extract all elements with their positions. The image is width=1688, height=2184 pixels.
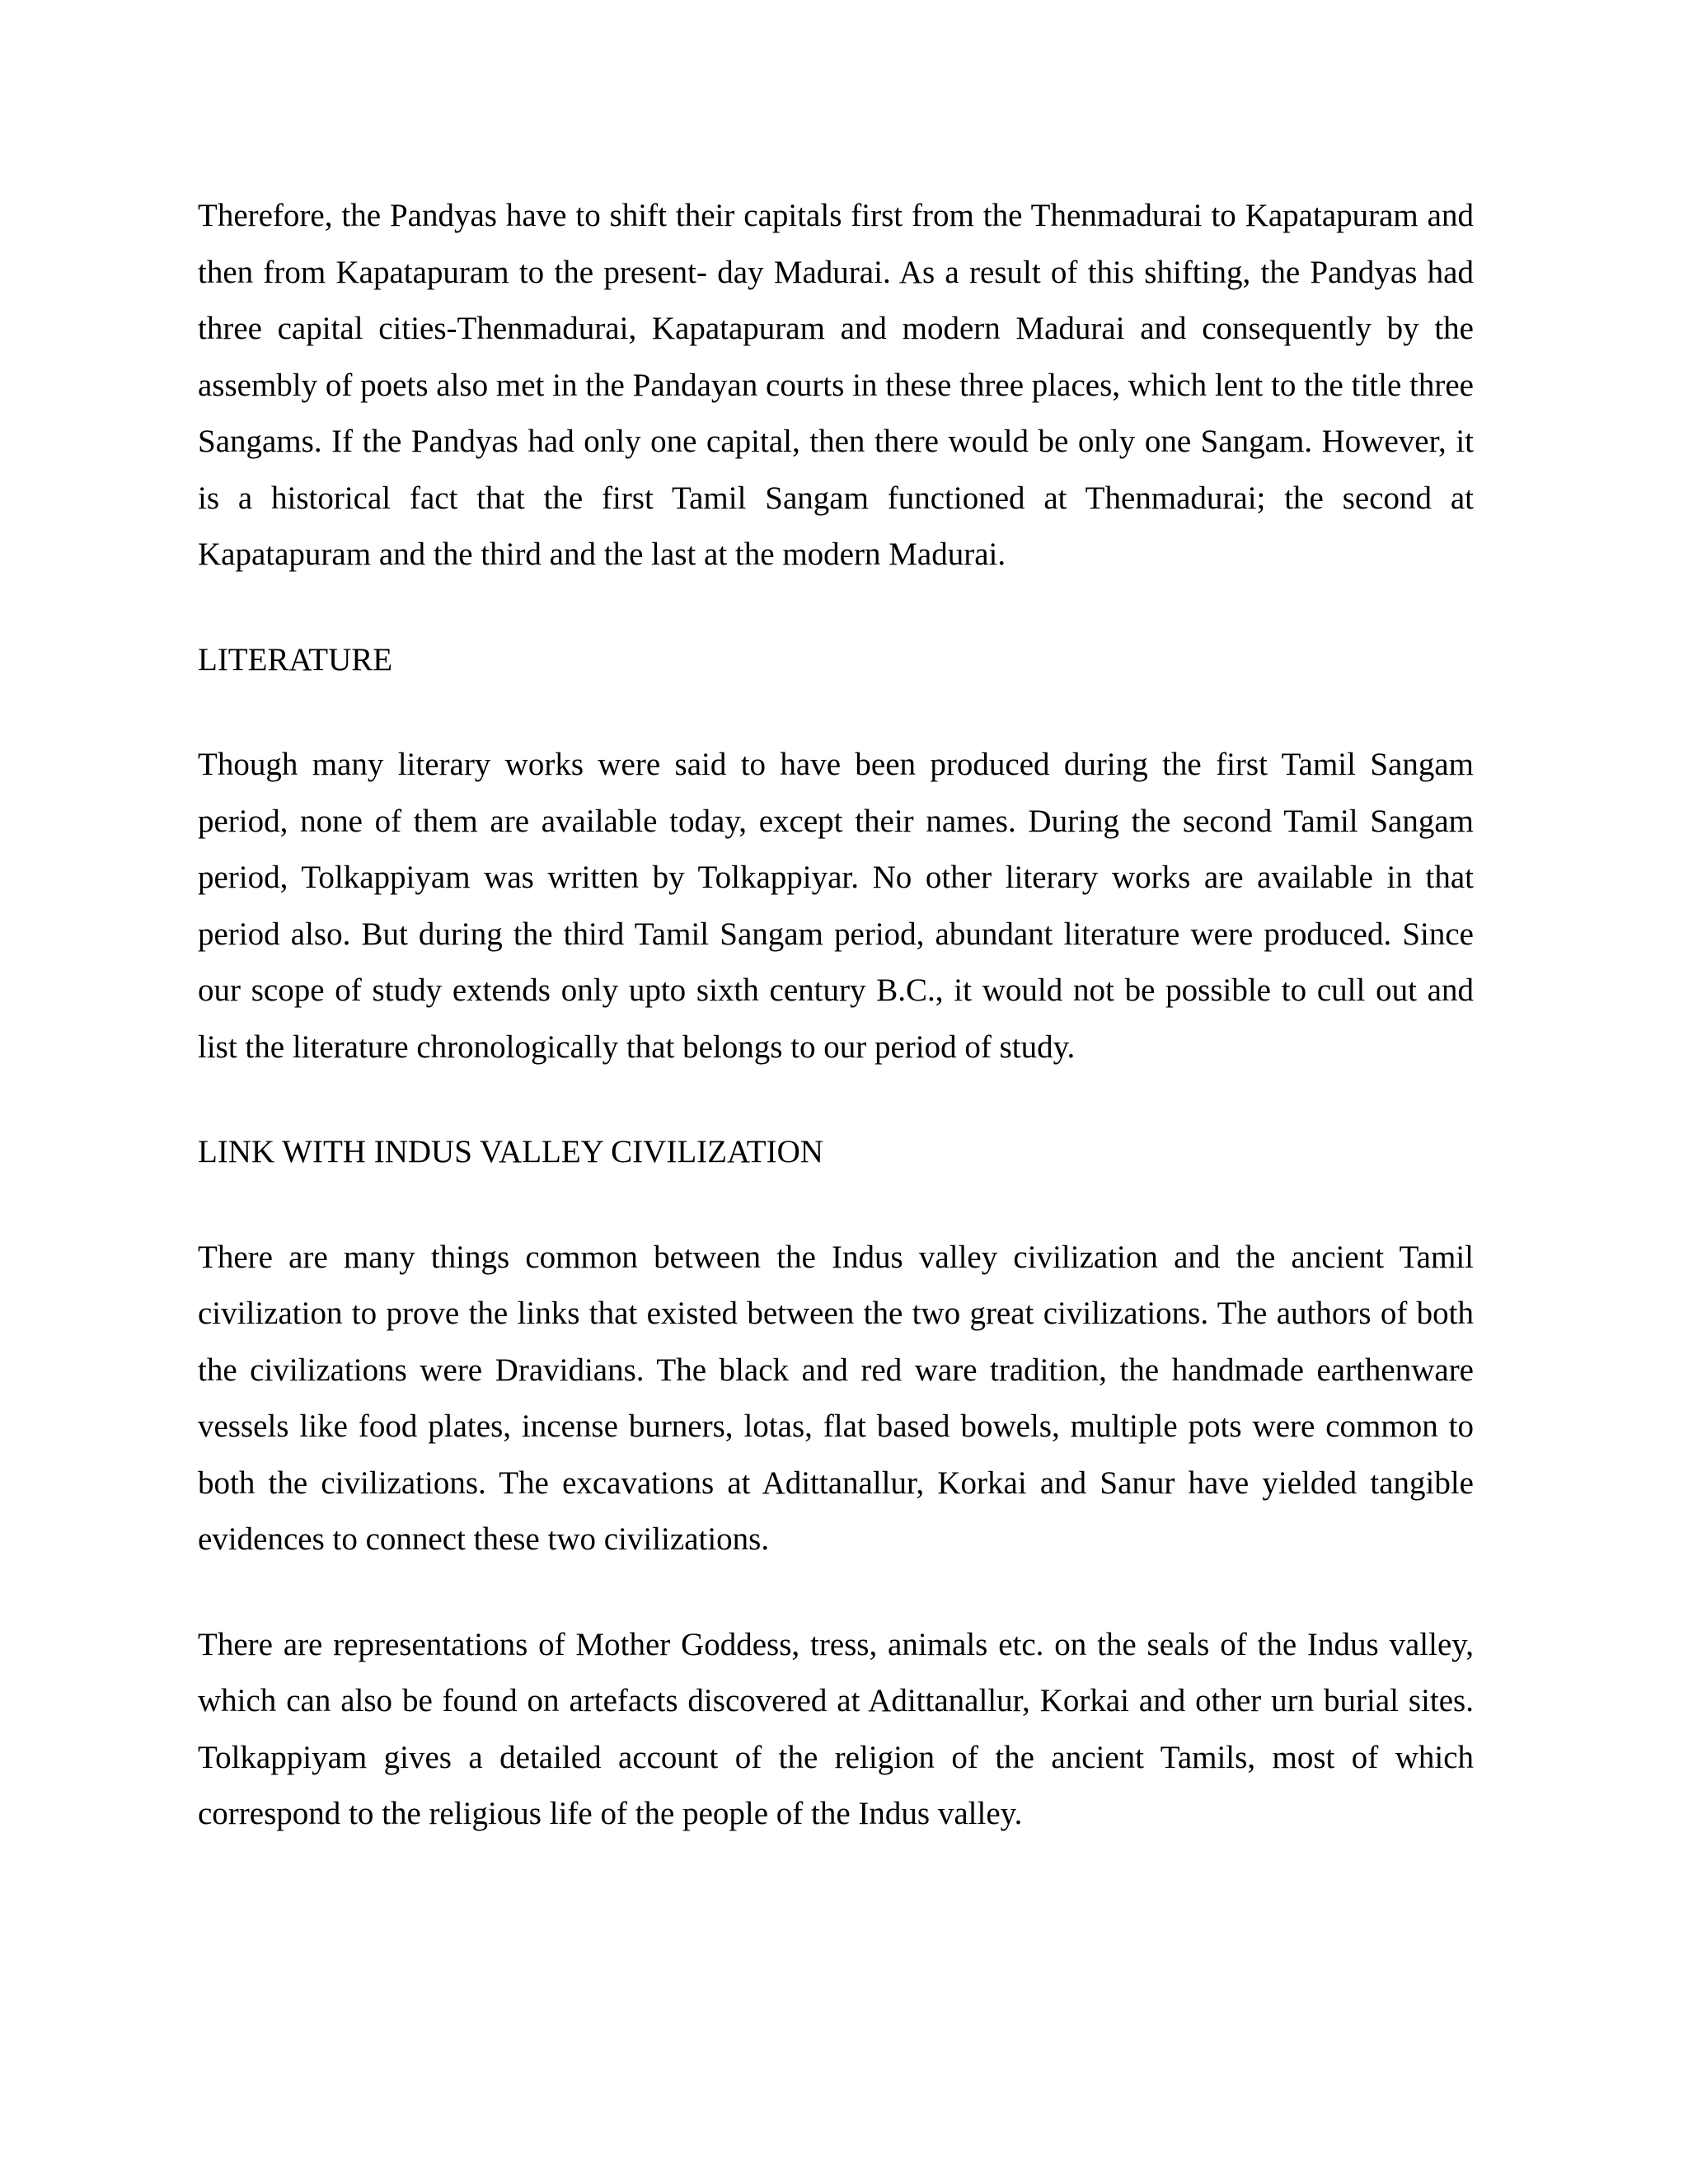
paragraph-literature: Though many literary works were said to have been produced during the first Tamil Sangam period, none of them are available today, except their names. During the second Tamil Sangam period, Tolkappiyam was written by Tolkappiyar. No other literary works are available in that period also. But during the third Tamil Sangam period, abundant literature were produced. Since our scope of study extends only upto sixth century B.C., it would not be possible to cull out and list the literature chronologically that belongs to our period of study. bbox=[198, 747, 1474, 1065]
heading-literature: LITERATURE bbox=[198, 641, 393, 677]
section-spacer bbox=[198, 583, 1474, 632]
section-spacer bbox=[198, 1076, 1474, 1124]
paragraph-pandya-capitals: Therefore, the Pandyas have to shift their capitals first from the Thenmadurai to Kapatapuram and then from Kapatapuram to the present- day Madurai. As a result of this shifting, the Pandyas had three capital cities-Thenmadurai, Kapatapuram and modern Madurai and consequently by the assembly of poets also met in the Pandayan courts in these three places, which lent to the title three Sangams. If the Pandyas had only one capital, then there would be only one Sangam. However, it is a historical fact that the first Tamil Sangam functioned at Thenmadurai; the second at Kapatapuram and the third and the last at the modern Madurai. bbox=[198, 198, 1474, 572]
paragraph-common-traits: There are many things common between the Indus valley civilization and the ancient Tamil civilization to prove the links that existed between the two great civilizations. The authors of both the civilizations were Dravidians. The black and red ware tradition, the handmade earthenware vessels like food plates, incense burners, lotas, flat based bowels, multiple pots were common to both the civilizations. The excavations at Adittanallur, Korkai and Sanur have yielded tangible evidences to connect these two civilizations. bbox=[198, 1239, 1474, 1557]
section-spacer bbox=[198, 688, 1474, 737]
heading-indus-valley-link: LINK WITH INDUS VALLEY CIVILIZATION bbox=[198, 1134, 823, 1169]
document-page bbox=[198, 188, 1474, 1843]
section-spacer bbox=[198, 1568, 1474, 1617]
paragraph-religious-links: There are representations of Mother Goddess, tress, animals etc. on the seals of the Indus valley, which can also be found on artefacts discovered at Adittanallur, Korkai and other urn burial sites. Tolkappiyam gives a detailed account of the religion of the ancient Tamils, most of which correspond to the religious life of the people of the Indus valley. bbox=[198, 1626, 1474, 1831]
section-spacer bbox=[198, 1181, 1474, 1230]
